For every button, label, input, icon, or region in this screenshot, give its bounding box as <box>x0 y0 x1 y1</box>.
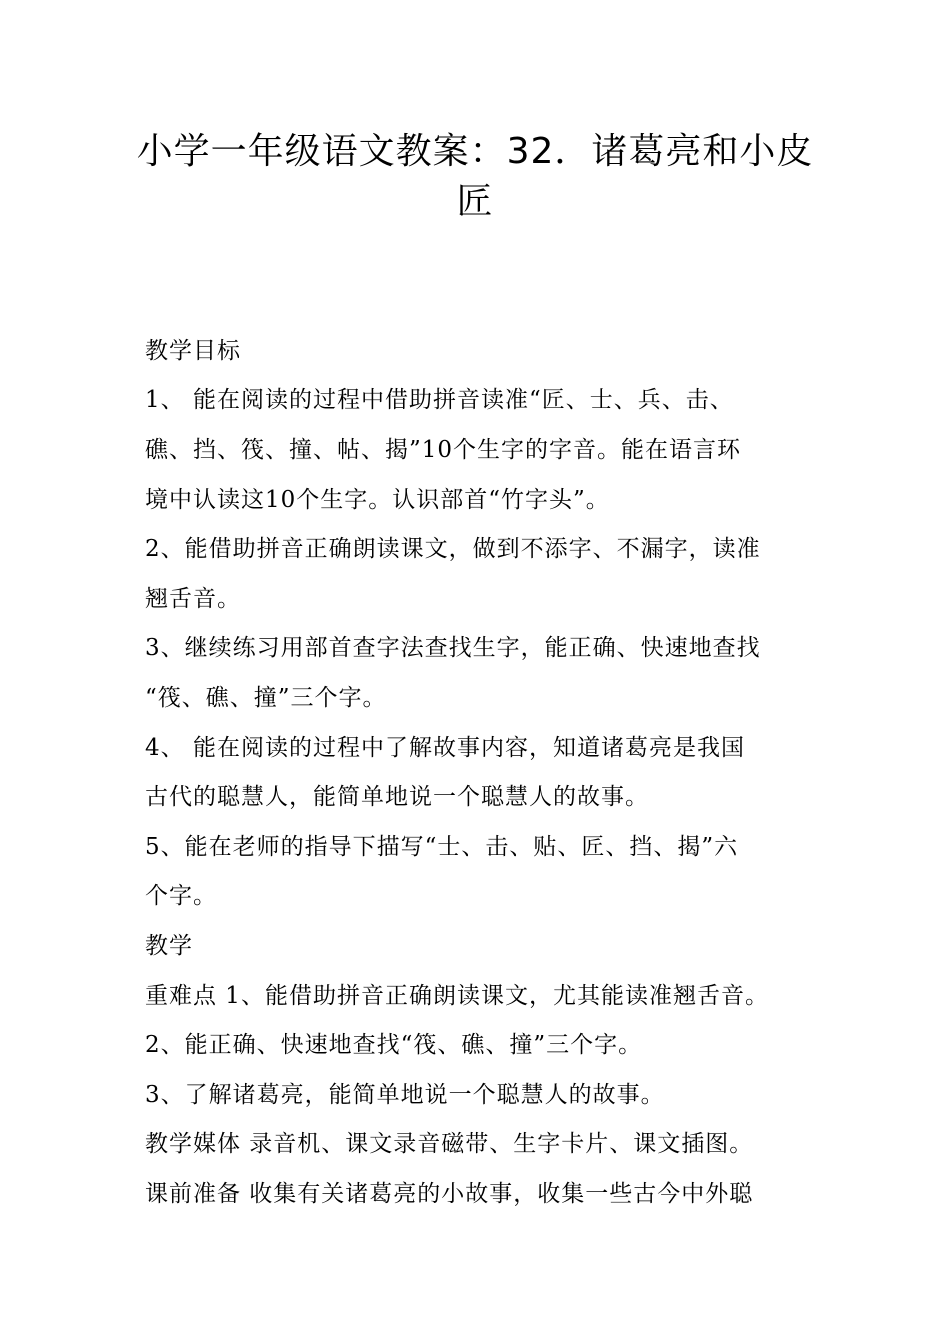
section-heading-objectives: 教学目标 <box>145 338 241 364</box>
key-points-line-1: 重难点 1、能借助拼音正确朗读课文，尤其能读准翘舌音。 <box>145 983 769 1009</box>
objective-4-line-1: 4、 能在阅读的过程中了解故事内容，知道诸葛亮是我国 <box>145 735 745 761</box>
section-heading-teaching: 教学 <box>145 933 193 959</box>
objective-5-line-1: 5、能在老师的指导下描写“士、击、贴、匠、挡、揭”六 <box>145 834 739 860</box>
objective-3-line-2: “筏、礁、撞”三个字。 <box>145 685 387 711</box>
objective-1-line-3: 境中认读这10个生字。认识部首“竹字头”。 <box>145 487 610 513</box>
objective-1-line-2: 礁、挡、筏、撞、帖、揭”10个生字的字音。能在语言环 <box>145 437 742 463</box>
document-title-line-2: 匠 <box>456 181 494 222</box>
key-points-line-2: 2、能正确、快速地查找“筏、礁、撞”三个字。 <box>145 1032 643 1058</box>
objective-4-line-2: 古代的聪慧人，能简单地说一个聪慧人的故事。 <box>145 784 649 810</box>
objective-1-line-1: 1、 能在阅读的过程中借助拼音读准“匠、士、兵、击、 <box>145 387 734 413</box>
teaching-media-line: 教学媒体 录音机、课文录音磁带、生字卡片、课文插图。 <box>145 1131 754 1157</box>
objective-2-line-2: 翘舌音。 <box>145 586 241 612</box>
key-points-line-3: 3、了解诸葛亮，能简单地说一个聪慧人的故事。 <box>145 1082 665 1108</box>
preparation-line: 课前准备 收集有关诸葛亮的小故事，收集一些古今中外聪 <box>145 1181 754 1207</box>
objective-2-line-1: 2、能借助拼音正确朗读课文，做到不添字、不漏字，读准 <box>145 536 761 562</box>
document-title-line-1: 小学一年级语文教案：32．诸葛亮和小皮 <box>136 131 814 172</box>
objective-3-line-1: 3、继续练习用部首查字法查找生字，能正确、快速地查找 <box>145 635 761 661</box>
objective-5-line-2: 个字。 <box>145 883 217 909</box>
